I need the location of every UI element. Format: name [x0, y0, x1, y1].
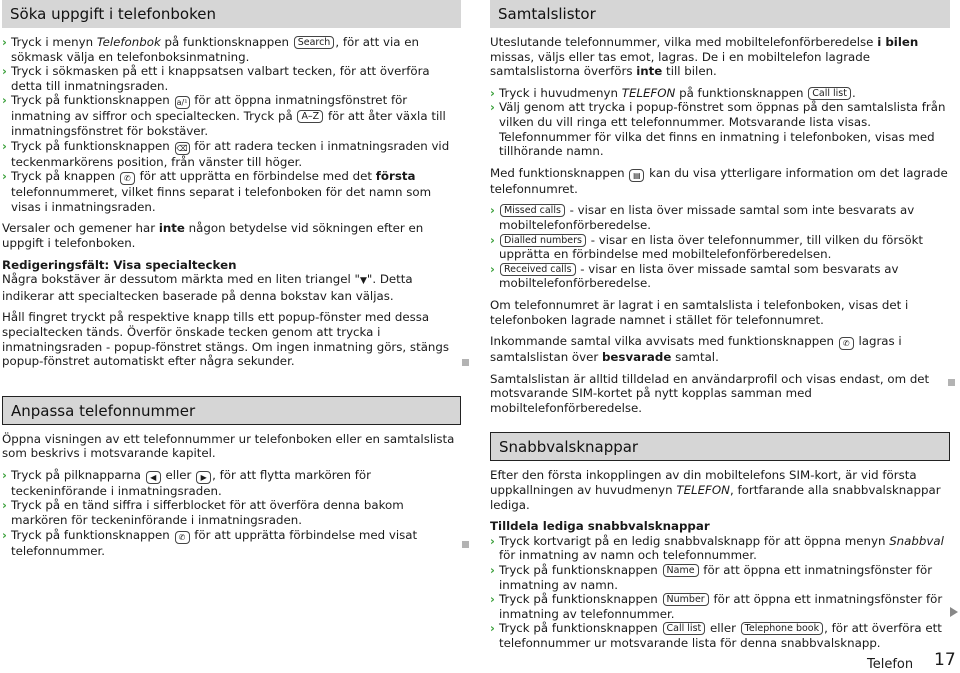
arrow-icon: ›: [490, 100, 495, 115]
bullet-item: › Välj genom att trycka i popup-fönstret som öppnas på den samtalslista från vilken du vill ringa ett telefonnummer. Motsvarande lista visas. Telefonnummer för vilka det finns en inmatning i telefonboken, visas med tillhörande namn.: [490, 100, 946, 159]
arrow-icon: ›: [490, 85, 495, 100]
name-key: Name: [663, 564, 699, 577]
page-number: 17: [934, 650, 956, 670]
reject-call-key-icon: ✆: [839, 337, 854, 350]
paragraph: Håll fingret tryckt på respektive knapp tills ett popup-fönster med dessa specialtecken tänds. Överför önskade tecken genom att trycka i inmatningsraden - popup-fönstret stängs. Om ingen inmatning görs, stängs popup-fönstret automatiskt efter några sekunder.: [2, 310, 450, 369]
arrow-icon: ›: [2, 498, 7, 513]
bullet-item: › Tryck på funktionsknappen a/¹ för att öppna inmatningsfönstret för inmatning av siffror och specialtecken. Tryck på A–Z för att åter växla till inmatningsfönstret för bokstäver.: [2, 93, 446, 138]
paragraph: Öppna visningen av ett telefonnummer ur telefonboken eller en samtalslista som beskrivs i motsvarande kapitel.: [2, 431, 455, 461]
bullet-item: › Missed calls - visar en lista över missade samtal som inte besvarats av mobiltelefonförberedelse.: [490, 203, 915, 232]
arrow-icon: ›: [490, 203, 495, 218]
bullet-item: › Tryck i sökmasken på ett i knappsatsen valbart tecken, för att överföra detta till inmatningsraden.: [2, 64, 430, 93]
paragraph: Efter den första inkopplingen av din mobiltelefons SIM-kort, är vid första uppkallningen av huvudmenyn TELEFON, fortfarande alla snabbvalsknappar lediga.: [490, 468, 941, 512]
paragraph: Om telefonnumret är lagrat i en samtalslista i telefonboken, visas det i telefonboken lagrade namnet i stället för telefonnumret.: [490, 297, 909, 327]
section-heading: Söka uppgift i telefonboken: [2, 0, 461, 28]
search-key: Search: [294, 36, 335, 49]
az-key: A–Z: [297, 110, 323, 123]
bullet-item: › Tryck på funktionsknappen ⌫ för att radera tecken i inmatningsraden vid teckenmarkörens position, från vänster till höger.: [2, 138, 450, 169]
continue-arrow-icon: [950, 607, 958, 617]
sub-heading: Redigeringsfält: Visa specialtecken: [2, 257, 237, 272]
paragraph: Versaler och gemener har inte någon betydelse vid sökningen efter en uppgift i telefonboken.: [2, 221, 424, 250]
arrow-icon: ›: [490, 232, 495, 247]
arrow-icon: ›: [2, 93, 7, 108]
section-heading: Snabbvalsknappar: [490, 432, 950, 461]
section-heading: Anpassa telefonnummer: [2, 396, 461, 425]
dialled-numbers-key: Dialled numbers: [500, 234, 586, 247]
arrow-icon: ›: [490, 563, 495, 578]
triangle-icon: ▼: [359, 276, 367, 287]
missed-calls-key: Missed calls: [500, 204, 565, 217]
phone-key-icon: ✆: [175, 531, 190, 544]
arrow-icon: ›: [2, 35, 7, 49]
arrow-icon: ›: [2, 467, 7, 482]
bullet-item: › Tryck på pilknapparna ◀ eller ▶ , för att flytta markören för teckeninförande i inmatningsraden.: [2, 467, 371, 498]
arrow-icon: ›: [2, 64, 7, 79]
bullet-item: › Dialled numbers - visar en lista över telefonnummer, till vilken du försökt upprätta en förbindelse med mobiltelefonförberedelsen.: [490, 232, 924, 262]
bullet-item: › Tryck på funktionsknappen Call list eller Telephone book , för att överföra ett telefonnummer ur motsvarande lista för denna snabbvalsknapp.: [490, 621, 942, 650]
paragraph: Några bokstäver är dessutom märkta med en liten triangel "▼". Detta indikerar att specialtecken baserade på denna bokstav kan väljas.: [2, 272, 413, 303]
arrow-icon: ›: [2, 138, 7, 153]
paragraph: Inkommande samtal vilka avvisats med funktionsknappen ✆ lagras i samtalslistan över besvarade samtal.: [490, 334, 902, 365]
paragraph: Uteslutande telefonnummer, vilka med mobiltelefonförberedelse i bilen missas, väljs eller tas emot, lagras. De i en mobiltelefon lagrade samtalslistorna överförs inte till bilen.: [490, 35, 919, 79]
right-column: [490, 0, 950, 651]
number-key: Number: [663, 593, 709, 606]
end-marker-icon: [462, 541, 469, 548]
arrow-icon: ›: [490, 261, 495, 276]
arrow-icon: ›: [2, 169, 7, 184]
phone-key-icon: ✆: [120, 172, 135, 185]
bullet-item: › Tryck på knappen ✆ för att upprätta en förbindelse med det första telefonnummeret, vilket finns separat i telefonboken för det namn som visas i inmatningsraden.: [2, 169, 432, 214]
backspace-key-icon: ⌫: [176, 143, 188, 153]
received-calls-key: Received calls: [500, 263, 576, 276]
bullet-item: › Received calls - visar en lista över missade samtal som besvarats av mobiltelefonförberedelse.: [490, 261, 899, 291]
symbols-key-icon: a/¹: [175, 96, 190, 109]
section-heading: Samtalslistor: [490, 0, 950, 28]
bullet-item: › Tryck på funktionsknappen ✆ för att upprätta förbindelse med visat telefonnummer.: [2, 527, 418, 558]
call-list-key: Call list: [663, 622, 706, 635]
bullet-item: › Tryck kortvarigt på en ledig snabbvalsknapp för att öppna menyn Snabbval för inmatning av namn och telefonnummer.: [490, 533, 944, 563]
footer-chapter-title: Telefon: [867, 657, 914, 672]
paragraph: Samtalslistan är alltid tilldelad en användarprofil och visas endast, om det motsvarande SIM-kortet på nytt kopplas samman med mobiltelefonförberedelse.: [490, 371, 930, 415]
arrow-icon: ›: [490, 533, 495, 548]
arrow-icon: ›: [2, 527, 7, 542]
info-key-icon: ▤: [629, 169, 644, 182]
bullet-item: › Tryck på funktionsknappen Name för att öppna ett inmatningsfönster för inmatning av namn.: [490, 563, 933, 592]
arrow-left-key-icon: ◀: [146, 471, 161, 484]
telephone-book-key: Telephone book: [741, 622, 823, 635]
call-list-key: Call list: [808, 87, 851, 100]
bullet-item: › Tryck på en tänd siffra i sifferblocket för att överföra denna bakom markören för teckeninförande i inmatningsraden.: [2, 498, 404, 528]
paragraph: Med funktionsknappen ▤ kan du visa ytterligare information om det lagrade telefonnumret.: [490, 165, 948, 196]
bullet-item: › Tryck i huvudmenyn TELEFON på funktionsknappen Call list .: [490, 85, 856, 100]
arrow-right-key-icon: ▶: [196, 471, 211, 484]
arrow-icon: ›: [490, 621, 495, 636]
bullet-item: › Tryck i menyn Telefonbok på funktionsknappen Search , för att via en sökmask välja en telefonboksinmatning.: [2, 35, 420, 64]
left-column: [2, 0, 461, 558]
end-marker-icon: [462, 359, 469, 366]
sub-heading: Tilldela lediga snabbvalsknappar: [490, 519, 710, 534]
bullet-item: › Tryck på funktionsknappen Number för att öppna ett inmatningsfönster för inmatning av telefonnummer.: [490, 592, 943, 621]
arrow-icon: ›: [490, 592, 495, 607]
